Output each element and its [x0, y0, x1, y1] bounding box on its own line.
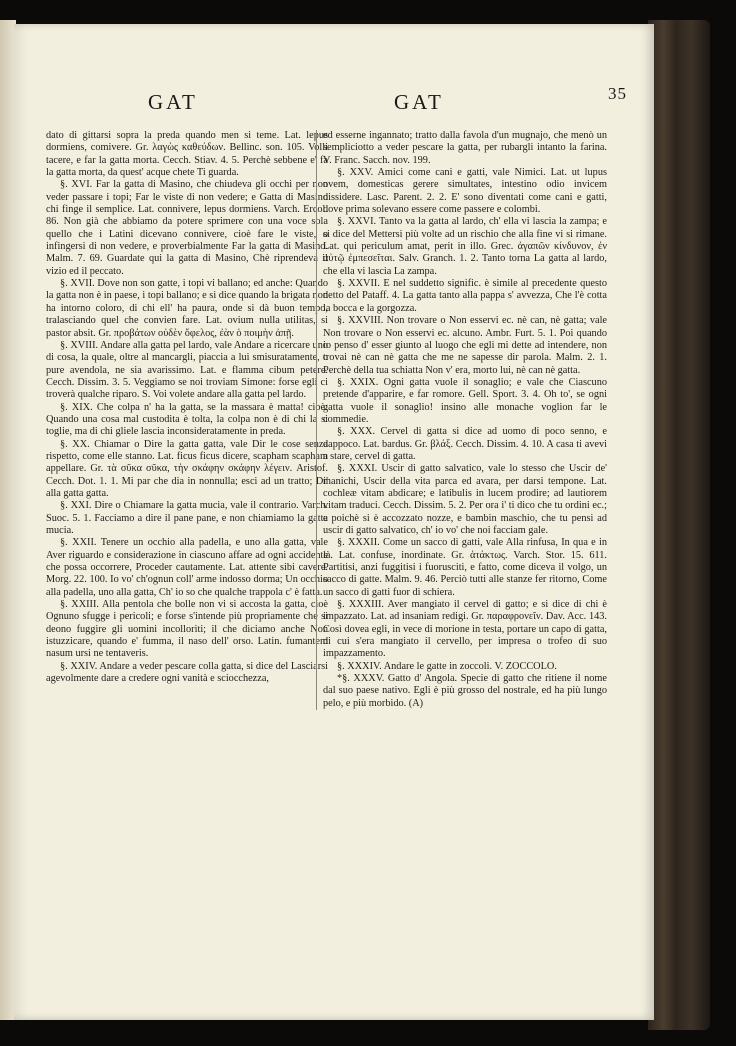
entry-paragraph: §. XXXII. Come un sacco di gatti, vale Alla rinfusa, In qua e in là. Lat. confuse, inordinate. Gr. ἀτάκτως. Varch. Stor. 15. 611. Partitisi, anzi fuggitisi i fuorusciti, e fatto, come diceva il volgo, un sacco di gatte. Malm. 9. 46. Perciò tutti alle stanze fer ritorno, Come un sacco di gatti fuor di schiera. — [323, 537, 607, 598]
entry-paragraph: §. XIX. Che colpa n' ha la gatta, se la massara è matta! cioè: Quando una cosa mal custodita è tolta, la colpa non è di chi la si toglie, ma di chi gliele lascia inconsideratamente in preda. — [46, 401, 328, 438]
page-number: 35 — [608, 84, 627, 103]
entry-paragraph: §. XX. Chiamar o Dire la gatta gatta, vale Dir le cose senza rispetto, come elle stanno. Lat. ficus ficus dicere, scapham scapham appellare. Gr. τὰ σῦκα σῦκα, τὴν σκάφην σκάφην λέγειν. Aristof. Cecch. Dot. 1. 1. Mi par che dia in nonnulla; esci ad un tratto; Di' alla gatta gatta. — [46, 438, 328, 499]
entry-paragraph: §. XXVIII. Non trovare o Non esservi ec. nè can, nè gatta; vale Non trovare o Non esservi ec. alcuno. Ambr. Furt. 5. 1. Poi quando io penso d' esser giunto al luogo che egli mi dette ad intendere, non trovai nè can nè gatta che me ne sapesse dir parola. Malm. 2. 1. Perchè della tua schiatta Non v' era, morto lui, nè can nè gatta. — [323, 315, 607, 376]
entry-paragraph: §. XXIII. Alla pentola che bolle non vi si accosta la gatta, cioè Ognuno sfugge i pericoli; e forse s'intende più propriamente che si deono fuggire gli uomini incolloriti; il che diciamo anche Non istuzzicare, quando e' fumma, il naso dell' orso. Latin. fumantem nasum ursi ne tentaveris. — [46, 599, 328, 660]
dictionary-page — [14, 24, 654, 1020]
left-column — [46, 130, 328, 685]
entry-paragraph: dato di gittarsi sopra la preda quando men si teme. Lat. lepus dormiens, comivere. Gr. λαγὼς καθεύδων. Bellinc. son. 105. Volli tacere, e far la gatta morta. Cecch. Stiav. 4. 5. Perchè sebbene e' fa la gatta morta, da quest' acque chete Ti guarda. — [46, 130, 328, 179]
entry-paragraph: §. XVII. Dove non son gatte, i topi vi ballano; ed anche: Quando la gatta non è in paese, i topi ballano; e si dice quando la brigata non ha intorno coloro, di chi ell' ha paura, onde si dà buon tempo, tralasciando quel che convien fare. Lat. ovium nulla utilitas, si pastor absit. Gr. προβάτων οὐδὲν ὄφελος, ἐὰν ὁ ποιμὴν ἀπῇ. — [46, 278, 328, 339]
entry-paragraph: *§. XXXV. Gatto d' Angola. Specie di gatto che ritiene il nome dal suo paese nativo. Egli è più grosso del nostrale, ed ha più lungo pelo, e più morbido. (A) — [323, 673, 607, 709]
entry-paragraph: §. XXI. Dire o Chiamare la gatta mucia, vale il contrario. Varch. Suoc. 5. 1. Facciamo a dire il pane pane, e non chiamiamo la gatta mucia. — [46, 500, 328, 536]
entry-paragraph: §. XXX. Cervel di gatta si dice ad uomo di poco senno, e dappoco. Lat. bardus. Gr. βλάξ. Cecch. Dissim. 4. 10. A casa ti avevi a stare, cervel di gatta. — [323, 426, 607, 462]
entry-paragraph: §. XVI. Far la gatta di Masino, che chiudeva gli occhi per non veder passare i topi; Far le viste di non vedere; e Gatta di Masino chi finge il semplice. Lat. connivere, lepus dormiens. Varch. Ercol. 86. Non già che abbiamo da potere sprimere con una voce sola quello che i Latini dicevano connivere, cioè fare le viste, o infingersi di non vedere, e proverbialmente Far la gatta di Masino. Malm. 7. 69. Guardate qui la gatta di Masino, Chè riprendeva il vizio ed il peccato. — [46, 179, 328, 277]
right-column — [316, 130, 607, 710]
entry-paragraph: §. XXXIV. Andare le gatte in zoccoli. V. ZOCCOLO. — [337, 660, 557, 672]
entry-paragraph: §. XXXIII. Aver mangiato il cervel di gatto; e si dice di chi è impazzato. Lat. ad insaniam redigi. Gr. παραφρονεῖν. Dav. Acc. 143. Così dovea egli, in vece di morione in testa, portare un capo di gatta, di cui s'era mangiato il cervello, per impresa o trofeo di suo impazzamento. — [323, 599, 607, 660]
running-head-center: GAT — [394, 90, 444, 114]
entry-paragraph: §. XXVI. Tanto va la gatta al lardo, ch' ella vi lascia la zampa; e si dice del Mettersi più volte ad un rischio che alla fine vi si rimane. Lat. qui periculum amat, perit in illo. Grec. ἀγαπῶν κίνδυνον, ἐν αὐτῷ ἐμπεσεῖται. Salv. Granch. 1. 2. Tanto torna La gatta al lardo, che ella vi lascia La zampa. — [323, 216, 607, 277]
entry-paragraph: ed esserne ingannato; tratto dalla favola d'un mugnajo, che menò un sempliciotto a veder pescare la gatta, per rubargli intanto la farina. V. Franc. Sacch. nov. 199. — [323, 130, 607, 166]
entry-paragraph: §. XVIII. Andare alla gatta pel lardo, vale Andare a ricercare uno di cosa, la quale, oltre al mancargli, piaccia a lui smisuratamente, o pure avendola, ne sia avarissimo. Lat. e flamma cibum petere. Cecch. Dissim. 3. 5. Veggiamo se noi troviam Simone: forse egli ci troverà qualche riparo. S. Voi volete andare alla gatta pel lardo. — [46, 339, 328, 401]
entry-paragraph: §. XXIX. Ogni gatta vuole il sonaglio; e vale che Ciascuno pretende d'apparire, e far romore. Gell. Sport. 3. 4. Oh to', se ogni gatta vuole il sonaglio! insino alle monache voglion far le commedie. — [323, 376, 607, 425]
entry-paragraph: §. XXVII. E nel suddetto signific. è simile al precedente questo detto del Pataff. 4. La gatta tanto alla pappa s' avvezza, Che l'è cotta la bocca e la gorgozza. — [323, 278, 607, 314]
entry-paragraph: §. XXII. Tenere un occhio alla padella, e uno alla gatta, vale Aver riguardo e considerazione in ciascuno affare ad ogni accidente che possa occorrere, Proceder cautamente. Lat. attente sibi cavere. Morg. 22. 100. Io vo' ch'ognun coll' arme indosso dorma; Un occhio alla padella, uno alla gatta, Ch' io so che qualche trappola c' è fatta. — [46, 537, 328, 598]
running-head-left: GAT — [148, 90, 198, 114]
entry-paragraph: §. XXXI. Uscir di gatto salvatico, vale lo stesso che Uscir de' manichi, Uscir della vita parca ed avara, per darsi tempone. Lat. cochleæ vitam abdicare; e latibulis in lucem prodire; ad lautiorem vitam traduci. Cecch. Dissim. 5. 2. Per ora i' ti dico che tu ordini ec.; e poichè si è accozzato nozze, e bambin maschio, che tu pensi ad uscir di gatto salvatico, ch' io vo' che noi facciam gale. — [323, 463, 607, 536]
entry-paragraph: §. XXIV. Andare a veder pescare colla gatta, si dice del Lasciarsi agevolmente dare a credere ogni vanità e sciocchezza, — [46, 660, 328, 685]
book-page-edges — [648, 20, 710, 1030]
entry-paragraph: §. XXV. Amici come cani e gatti, vale Nimici. Lat. ut lupus ovem, domesticas gerere simultates, intestino odio invicem dissidere. Lasc. Parent. 2. 2. E' sono diventati come cani e gatti, dove prima solevano essere come passere e colombi. — [323, 167, 607, 216]
